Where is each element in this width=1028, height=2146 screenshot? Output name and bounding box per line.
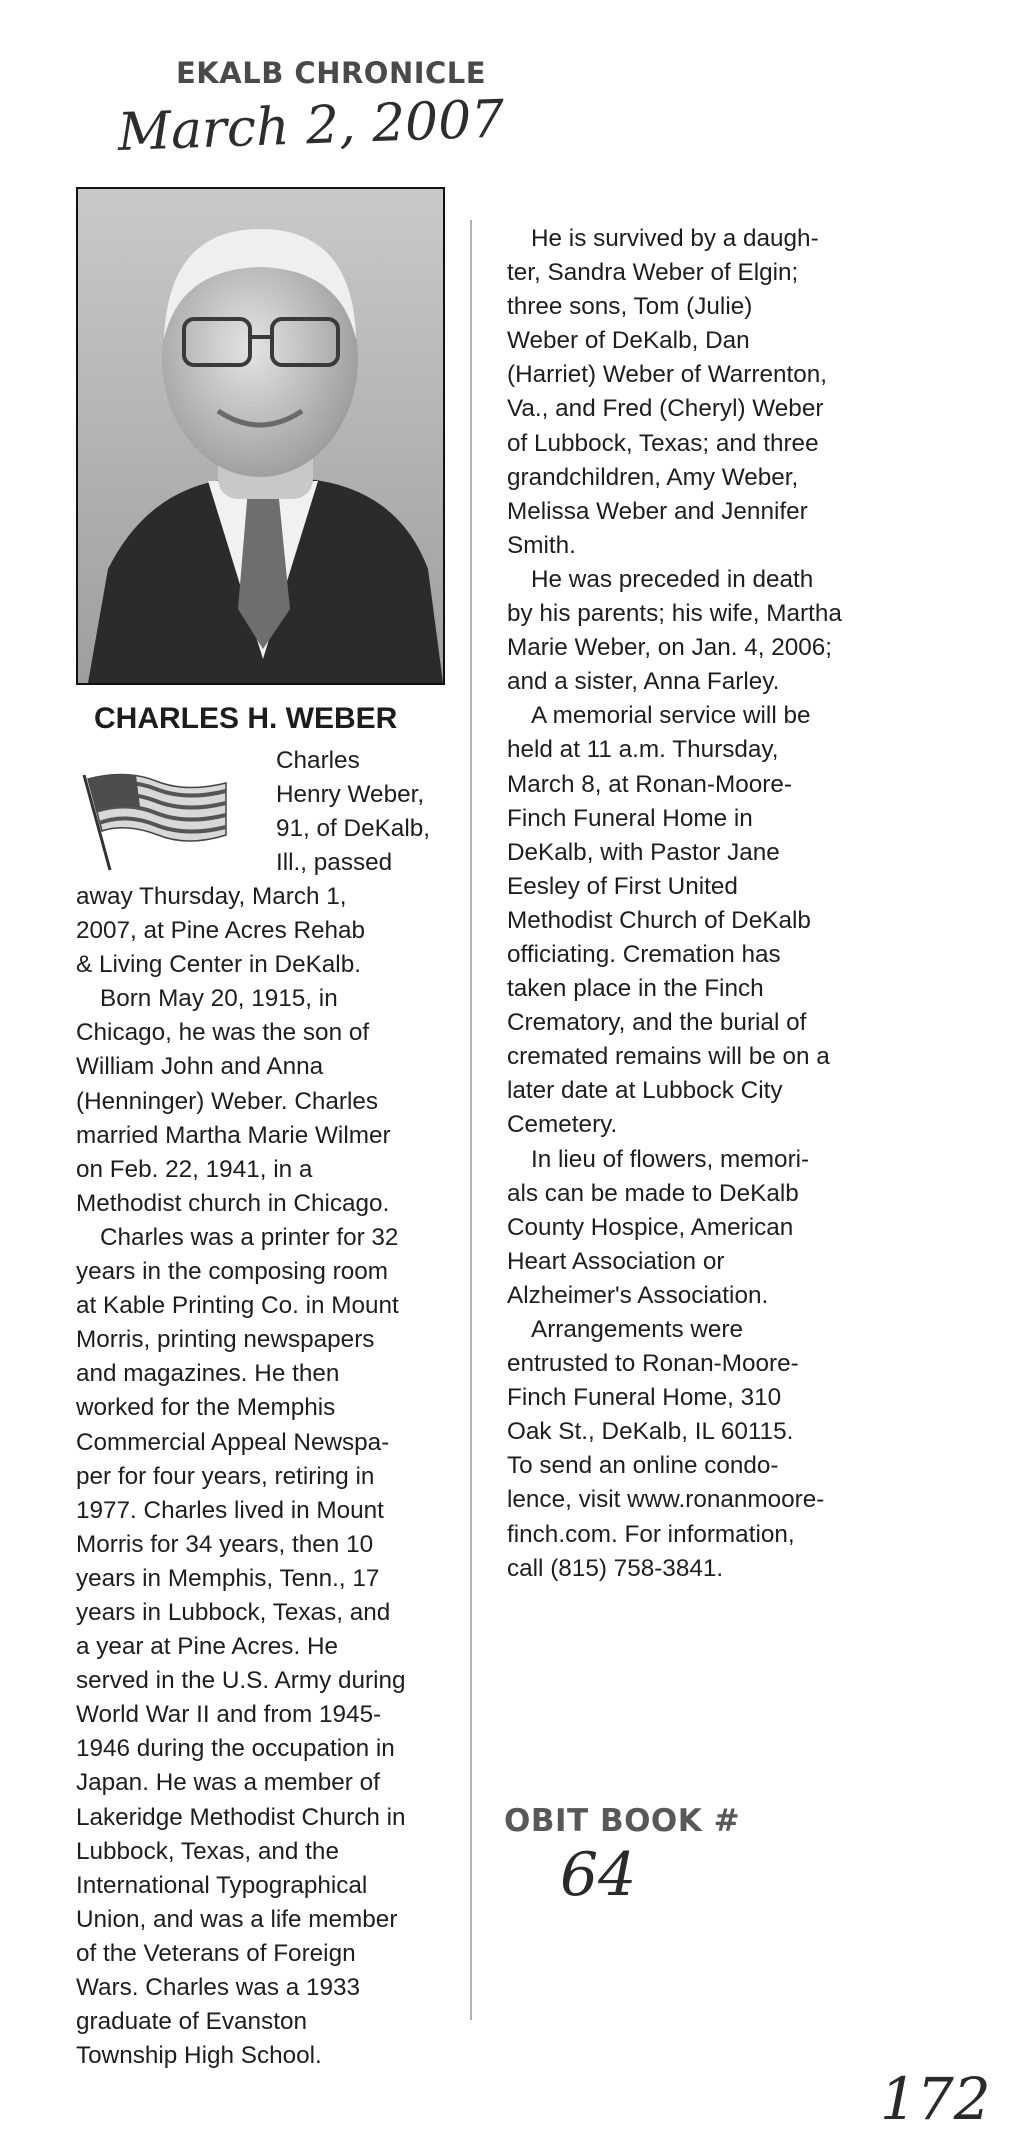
text-line: Crematory, and the burial of (507, 1009, 807, 1037)
text-line: Japan. He was a member of (76, 1769, 380, 1797)
text-line: lence, visit www.ronanmoore- (507, 1486, 825, 1514)
text-line: Alzheimer's Association. (507, 1281, 769, 1309)
text-line: away Thursday, March 1, (76, 883, 347, 910)
text-line: years in the composing room (76, 1258, 388, 1286)
text-line: Smith. (507, 531, 576, 559)
portrait-photo (76, 187, 445, 685)
text-line: per for four years, retiring in (76, 1462, 375, 1490)
text-line: Born May 20, 1915, in (100, 985, 338, 1013)
text-line: Va., and Fred (Cheryl) Weber (507, 395, 824, 423)
text-line: (Henninger) Weber. Charles (76, 1087, 379, 1115)
text-line: a year at Pine Acres. He (76, 1633, 338, 1661)
text-line: years in Memphis, Tenn., 17 (76, 1564, 380, 1592)
text-line: at Kable Printing Co. in Mount (76, 1292, 399, 1320)
handwritten-obit-number: 64 (560, 1840, 637, 1910)
intro-text (276, 744, 430, 880)
text-line: Township High School. (76, 2042, 322, 2070)
text-line: & Living Center in DeKalb. (76, 951, 361, 979)
text-line: In lieu of flowers, memori- (531, 1145, 810, 1173)
text-line: Lakeridge Methodist Church in (76, 1803, 406, 1831)
text-line: graduate of Evanston (76, 2008, 307, 2036)
text-line: A memorial service will be (531, 702, 811, 730)
column-divider (470, 220, 472, 2020)
text-line: Methodist Church of DeKalb (507, 906, 811, 934)
text-line: DeKalb, with Pastor Jane (507, 838, 780, 866)
text-line: Cemetery. (507, 1111, 618, 1139)
text-line: Weber of DeKalb, Dan (507, 327, 750, 355)
text-line: To send an online condo- (507, 1452, 779, 1480)
text-line: Marie Weber, on Jan. 4, 2006; (507, 634, 833, 662)
text-line: Methodist church in Chicago. (76, 1189, 390, 1217)
text-line: ter, Sandra Weber of Elgin; (507, 259, 799, 287)
handwritten-date: March 2, 2007 (116, 89, 506, 163)
obituary-headline: CHARLES H. WEBER (94, 702, 398, 735)
text-line: of Lubbock, Texas; and three (507, 429, 819, 457)
text-line: Charles was a printer for 32 (100, 1223, 399, 1251)
text-line: Oak St., DeKalb, IL 60115. (507, 1418, 794, 1446)
text-line: Heart Association or (507, 1247, 725, 1275)
text-line: World War II and from 1945- (76, 1701, 382, 1729)
text-line: 1946 during the occupation in (76, 1735, 395, 1763)
text-line: and magazines. He then (76, 1360, 340, 1388)
text-line: Commercial Appeal Newspa- (76, 1428, 390, 1456)
text-line: worked for the Memphis (76, 1394, 336, 1422)
text-line: March 8, at Ronan-Moore- (507, 770, 792, 798)
text-line: by his parents; his wife, Martha (507, 600, 842, 628)
text-line: officiating. Cremation has (507, 940, 781, 968)
text-line: Finch Funeral Home, 310 (507, 1384, 782, 1412)
text-line: grandchildren, Amy Weber, (507, 463, 799, 491)
text-line: Finch Funeral Home in (507, 804, 753, 832)
text-line: married Martha Marie Wilmer (76, 1121, 391, 1149)
text-line: Arrangements were (531, 1316, 744, 1343)
text-line: 2007, at Pine Acres Rehab (76, 917, 366, 945)
text-line: Henry Weber, (276, 781, 425, 809)
text-line: William John and Anna (76, 1053, 324, 1081)
text-line: served in the U.S. Army during (76, 1667, 406, 1695)
text-line: later date at Lubbock City (507, 1077, 783, 1105)
right-column-text (507, 222, 842, 1586)
text-line: of the Veterans of Foreign (76, 1939, 356, 1967)
text-line: Ill., passed (276, 849, 393, 877)
text-line: three sons, Tom (Julie) (507, 293, 753, 321)
text-line: taken place in the Finch (507, 975, 764, 1003)
text-line: entrusted to Ronan-Moore- (507, 1350, 799, 1378)
newspaper-masthead: EKALB CHRONICLE (176, 56, 487, 90)
text-line: County Hospice, American (507, 1213, 794, 1241)
text-line: International Typographical (76, 1871, 368, 1899)
text-line: years in Lubbock, Texas, and (76, 1598, 391, 1626)
text-line: held at 11 a.m. Thursday, (507, 736, 779, 764)
text-line: cremated remains will be on a (507, 1043, 830, 1071)
text-line: and a sister, Anna Farley. (507, 668, 780, 696)
text-line: Chicago, he was the son of (76, 1019, 370, 1047)
text-line: He was preceded in death (531, 565, 814, 593)
text-line: Charles (276, 747, 360, 774)
text-line: (Harriet) Weber of Warrenton, (507, 361, 827, 389)
text-line: finch.com. For information, (507, 1520, 795, 1548)
text-line: Morris, printing newspapers (76, 1326, 375, 1354)
text-line: Lubbock, Texas, and the (76, 1837, 339, 1865)
obit-book-stamp: OBIT BOOK # (504, 1803, 741, 1839)
text-line: call (815) 758-3841. (507, 1554, 724, 1582)
text-line: He is survived by a daugh- (531, 225, 819, 252)
handwritten-page-number: 172 (880, 2065, 991, 2133)
text-line: on Feb. 22, 1941, in a (76, 1155, 313, 1183)
text-line: Wars. Charles was a 1933 (76, 1974, 361, 2001)
text-line: Melissa Weber and Jennifer (507, 497, 808, 525)
text-line: als can be made to DeKalb (507, 1179, 799, 1207)
text-line: Union, and was a life member (76, 1905, 398, 1933)
text-line: 91, of DeKalb, (276, 815, 430, 843)
left-column-text (76, 880, 406, 2073)
text-line: Morris for 34 years, then 10 (76, 1530, 374, 1558)
american-flag-icon (76, 765, 236, 875)
text-line: 1977. Charles lived in Mount (76, 1496, 384, 1524)
text-line: Eesley of First United (507, 872, 738, 900)
